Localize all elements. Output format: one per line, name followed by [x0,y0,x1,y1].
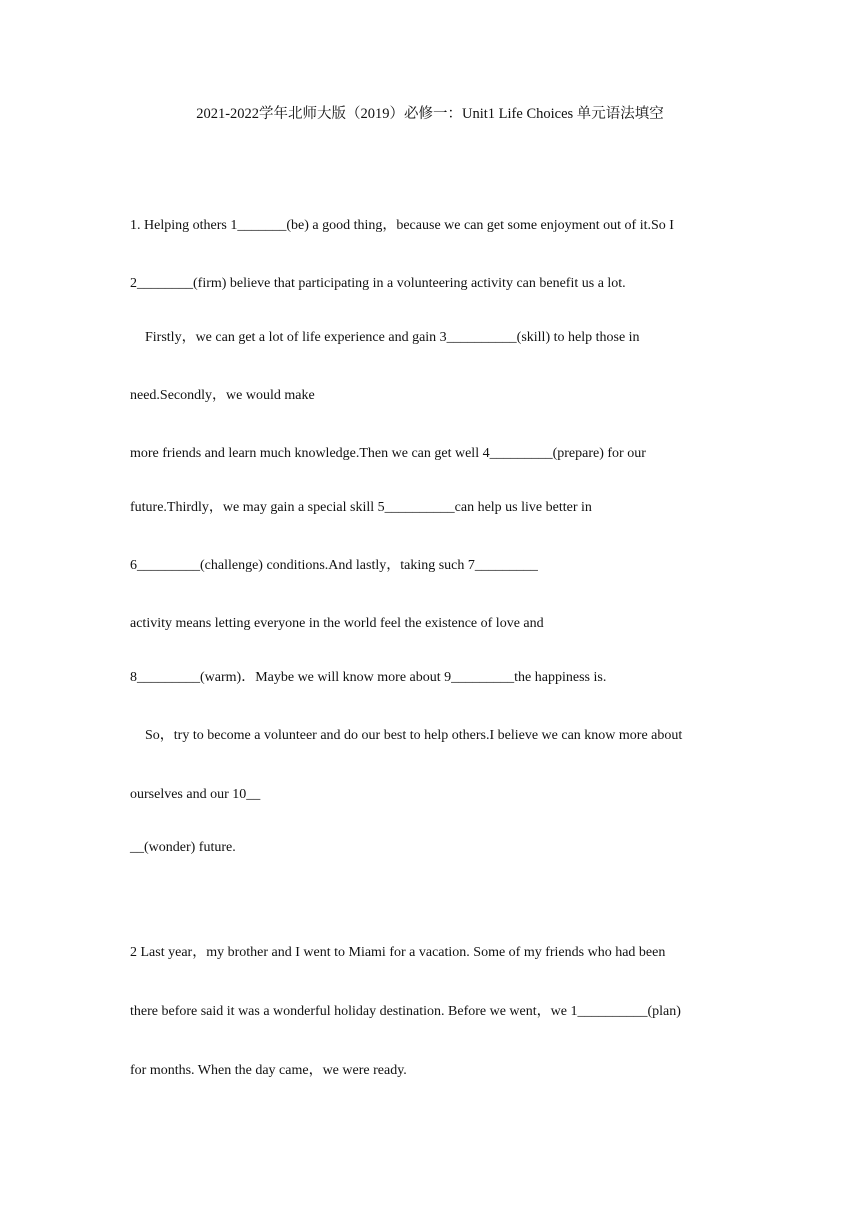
passage-1-line-3: Firstly，we can get a lot of life experience and gain 3__________(skill) to help those in [145,330,640,345]
passage-1-line-1: 1. Helping others 1_______(be) a good thing，because we can get some enjoyment out of it.So I [130,218,674,233]
passage-2-line-2: there before said it was a wonderful holiday destination. Before we went，we 1__________(plan) [130,1004,681,1019]
passage-1-line-8: activity means letting everyone in the world feel the existence of love and [130,616,544,631]
passage-1-line-11: ourselves and our 10__ [130,787,261,802]
passage-1-line-6: future.Thirdly，we may gain a special skill 5__________can help us live better in [130,500,592,515]
passage-1-line-9: 8_________(warm)．Maybe we will know more about 9_________the happiness is. [130,670,607,685]
passage-1-line-7: 6_________(challenge) conditions.And lastly，taking such 7_________ [130,558,538,573]
passage-1-line-4: need.Secondly，we would make [130,388,315,403]
passage-1-line-5: more friends and learn much knowledge.Then we can get well 4_________(prepare) for our [130,446,646,461]
passage-1-line-2: 2________(firm) believe that participating in a volunteering activity can benefit us a lot. [130,276,626,291]
passage-2-line-3: for months. When the day came，we were ready. [130,1063,407,1078]
passage-1-line-10: So，try to become a volunteer and do our best to help others.I believe we can know more about [145,728,683,743]
passage-2-line-1: 2 Last year，my brother and I went to Miami for a vacation. Some of my friends who had been [130,945,666,960]
document-title: 2021-2022学年北师大版（2019）必修一：Unit1 Life Choices 单元语法填空 [196,106,664,122]
passage-1-line-12: __(wonder) future. [130,840,236,855]
